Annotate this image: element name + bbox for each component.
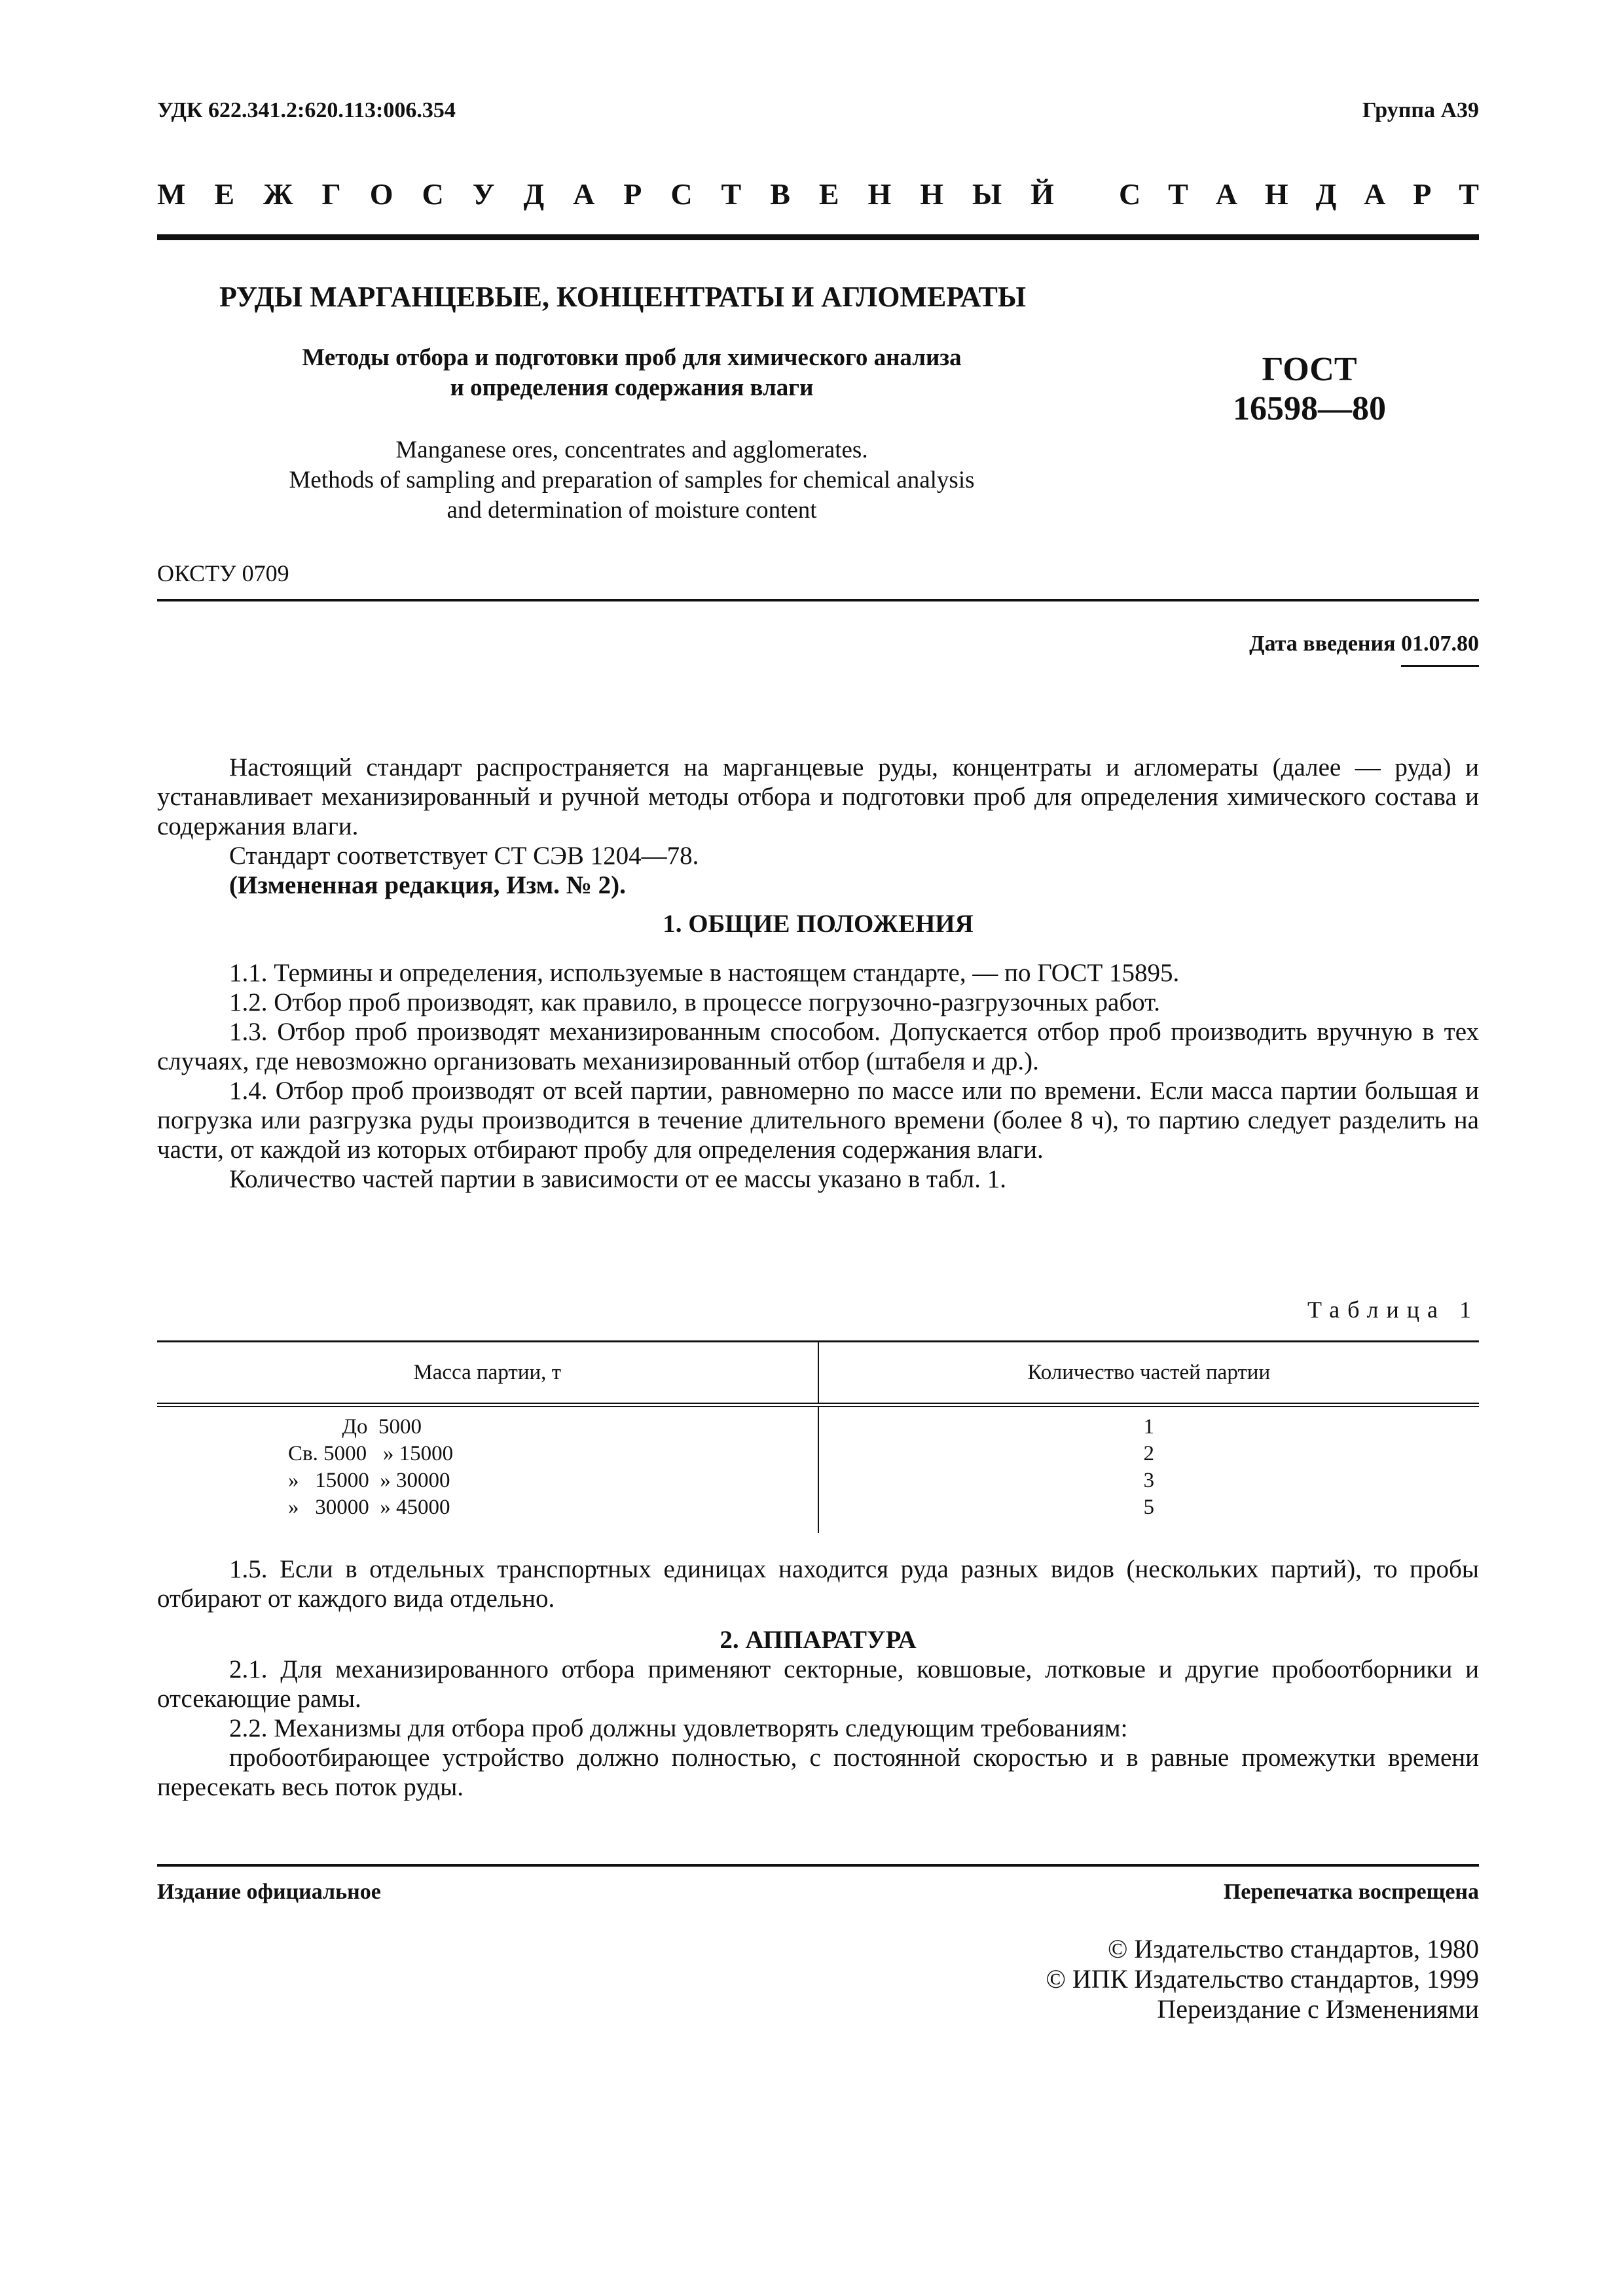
- clause-2-1: 2.1. Для механизированного отбора применяют секторные, ковшовые, лотковые и другие пробоотборники и отсекающие рамы.: [157, 1655, 1479, 1713]
- banner-letter: Й: [1030, 177, 1054, 211]
- main-text-block: [157, 753, 1479, 1194]
- clause-1-4-note: Количество частей партии в зависимости от ее массы указано в табл. 1.: [229, 1165, 1006, 1193]
- table-cell-mass: До 5000: [288, 1415, 422, 1439]
- banner-letter: Е: [818, 177, 839, 211]
- title-rule: [157, 599, 1479, 601]
- banner-letter: Т: [721, 177, 742, 211]
- banner-letter: Д: [523, 177, 545, 211]
- clause-1-4: 1.4. Отбор проб производят от всей партии, равномерно по массе или по времени. Если масса партии большая и погрузка или разгрузка руды производится в течение длительного времени (более 8 ч), то партию следует разделить на части, от каждой из которых отбирают пробу для определения содержания влаги.: [157, 1077, 1479, 1164]
- clause-1-5: 1.5. Если в отдельных транспортных единицах находится руда разных видов (нескольких партий), то пробы отбирают от каждого вида отдельно.: [157, 1555, 1479, 1613]
- okstu-code: ОКСТУ 0709: [157, 560, 289, 586]
- clause-1-2: 1.2. Отбор проб производят, как правило, в процессе погрузочно-разгрузочных работ.: [229, 988, 1161, 1016]
- banner-letter: Ж: [263, 177, 293, 211]
- copyright-block: [1046, 1934, 1479, 2024]
- clause-2-2: 2.2. Механизмы для отбора проб должны удовлетворять следующим требованиям:: [229, 1714, 1128, 1742]
- banner-letter: Н: [920, 177, 944, 211]
- clause-1-1: 1.1. Термины и определения, используемые в настоящем стандарте, — по ГОСТ 15895.: [229, 959, 1180, 987]
- intro-date-label: Дата введения: [1249, 632, 1401, 656]
- banner-letter: С: [670, 177, 693, 211]
- banner-letter: Д: [1315, 177, 1337, 211]
- banner-word-2: [1119, 177, 1479, 211]
- table-column-parts: [819, 1407, 1480, 1533]
- banner-letter: Н: [1264, 177, 1288, 211]
- banner-letter: Т: [1168, 177, 1188, 211]
- intro-date: [1249, 632, 1479, 656]
- table-cell-parts: 2: [1143, 1442, 1154, 1465]
- gost-code: 16598—80: [1233, 390, 1386, 427]
- banner-letter: М: [157, 177, 186, 211]
- section-2-heading: 2. АППАРАТУРА: [720, 1626, 917, 1654]
- table-cell-parts: 1: [1143, 1415, 1154, 1439]
- banner-letter: А: [1364, 177, 1386, 211]
- table-caption: Таблица 1: [1307, 1297, 1479, 1323]
- official-edition: Издание официальное: [157, 1880, 381, 1904]
- subtitle-line-2: и определения содержания влаги: [450, 374, 814, 401]
- banner-letter: С: [422, 177, 444, 211]
- english-title-line-2: Methods of sampling and preparation of samples for chemical analysis: [289, 467, 975, 493]
- copyright-line-1: © Издательство стандартов, 1980: [1107, 1934, 1479, 1964]
- table-cell-parts: 3: [1143, 1469, 1154, 1492]
- intro-revision-note: (Измененная редакция, Изм. № 2).: [229, 871, 626, 899]
- banner-word-1: [157, 177, 1054, 211]
- banner-letter: О: [369, 177, 393, 211]
- gost-number: [1113, 350, 1506, 429]
- intro-date-value: 01.07.80: [1401, 632, 1479, 667]
- banner-letter: Т: [1459, 177, 1479, 211]
- banner-letter: С: [1119, 177, 1141, 211]
- table-header-parts: Количество частей партии: [1027, 1360, 1271, 1384]
- group-code: Группа А39: [1362, 98, 1479, 122]
- document-title: РУДЫ МАРГАНЦЕВЫЕ, КОНЦЕНТРАТЫ И АГЛОМЕРАТЫ: [219, 281, 1027, 313]
- banner-letter: Р: [1413, 177, 1432, 211]
- table-header-mass: Масса партии, т: [157, 1342, 819, 1403]
- banner-letter: В: [770, 177, 790, 211]
- reissue-note: Переиздание с Изменениями: [1157, 1994, 1479, 2024]
- banner-letter: У: [472, 177, 495, 211]
- banner-letter: Н: [867, 177, 892, 211]
- reprint-prohibited: Перепечатка воспрещена: [1223, 1880, 1479, 1904]
- document-subtitle: [223, 343, 1041, 403]
- main-text-block-2: [157, 1554, 1479, 1802]
- table-cell-mass: » 15000 » 30000: [288, 1469, 450, 1492]
- banner-letter: Ы: [972, 177, 1002, 211]
- table-cell-mass: » 30000 » 45000: [288, 1496, 450, 1519]
- banner-letter: А: [573, 177, 595, 211]
- interstate-standard-banner: [157, 177, 1479, 211]
- intro-paragraph: Настоящий стандарт распространяется на марганцевые руды, концентраты и агломераты (далее — руда) и устанавливает механизированный и ручной методы отбора и подготовки проб для определения химического состава и содержания влаги.: [157, 753, 1479, 840]
- english-title-line-3: and determination of moisture content: [447, 497, 817, 524]
- english-title: [223, 435, 1041, 526]
- subtitle-line-1: Методы отбора и подготовки проб для химического анализа: [302, 344, 962, 371]
- udk-code: УДК 622.341.2:620.113:006.354: [157, 98, 456, 122]
- banner-letter: Г: [321, 177, 341, 211]
- copyright-line-2: © ИПК Издательство стандартов, 1999: [1046, 1964, 1479, 1994]
- table-cell-mass: Св. 5000 » 15000: [288, 1442, 454, 1465]
- banner-letter: Е: [214, 177, 235, 211]
- table-column-mass: [157, 1407, 819, 1533]
- clause-2-2-requirement: пробоотбирающее устройство должно полностью, с постоянной скоростью и в равные промежутки времени пересекать весь поток руды.: [157, 1744, 1479, 1801]
- clause-1-3: 1.3. Отбор проб производят механизированным способом. Допускается отбор проб производить вручную в тех случаях, где невозможно организовать механизированный отбор (штабеля и др.).: [157, 1018, 1479, 1075]
- banner-letter: А: [1215, 177, 1237, 211]
- table-body: [157, 1407, 1479, 1533]
- intro-compliance: Стандарт соответствует СТ СЭВ 1204—78.: [229, 842, 699, 870]
- section-1-heading: 1. ОБЩИЕ ПОЛОЖЕНИЯ: [663, 910, 974, 938]
- header-rule: [157, 234, 1479, 240]
- table-cell-parts: 5: [1143, 1496, 1154, 1519]
- table-header-row: [157, 1342, 1479, 1407]
- table-1: [157, 1340, 1479, 1533]
- banner-letter: Р: [623, 177, 642, 211]
- footer-rule: [157, 1864, 1479, 1867]
- gost-label: ГОСТ: [1262, 351, 1357, 388]
- english-title-line-1: Manganese ores, concentrates and agglomerates.: [395, 437, 868, 463]
